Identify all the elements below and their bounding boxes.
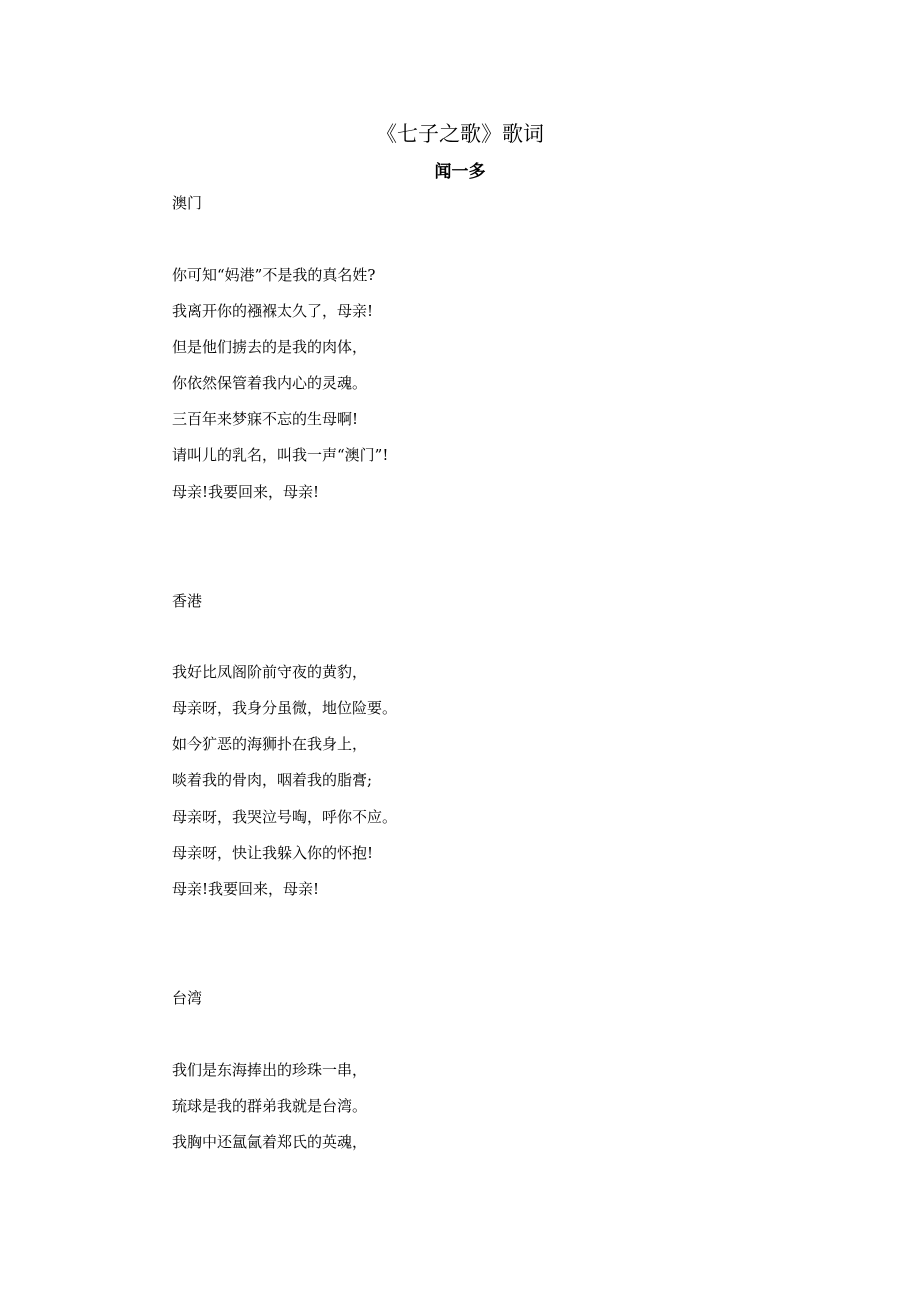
poem-line: 我离开你的襁褓太久了，母亲! [172, 302, 374, 320]
poem-line: 我胸中还氲氤着郑氏的英魂， [172, 1133, 368, 1151]
poem-line: 如今犷恶的海狮扑在我身上， [172, 735, 368, 753]
document-title: 《七子之歌》歌词 [376, 122, 544, 146]
poem-line: 琉球是我的群弟我就是台湾。 [172, 1097, 368, 1115]
poem-line: 三百年来梦寐不忘的生母啊! [172, 410, 359, 428]
poem-line: 我们是东海捧出的珍珠一串， [172, 1061, 368, 1079]
section-heading-hongkong: 香港 [172, 592, 203, 610]
author-name: 闻一多 [434, 162, 486, 182]
section-heading-taiwan: 台湾 [172, 989, 203, 1007]
poem-line: 母亲呀，我身分虽微，地位险要。 [172, 699, 398, 717]
poem-line: 母亲呀，我哭泣号啕，呼你不应。 [172, 808, 398, 826]
poem-line: 母亲呀，快让我躲入你的怀抱! [172, 844, 374, 862]
poem-line: 啖着我的骨肉，咽着我的脂膏; [172, 771, 373, 789]
poem-line: 我好比凤阁阶前守夜的黄豹， [172, 663, 368, 681]
poem-line: 但是他们掳去的是我的肉体， [172, 338, 368, 356]
poem-line: 母亲!我要回来，母亲! [172, 880, 320, 898]
poem-line: 你可知“妈港”不是我的真名姓? [172, 266, 376, 284]
poem-line: 你依然保管着我内心的灵魂。 [172, 374, 368, 392]
poem-line: 母亲!我要回来，母亲! [172, 483, 320, 501]
poem-line: 请叫儿的乳名，叫我一声“澳门”! [172, 446, 389, 464]
section-heading-macau: 澳门 [172, 194, 203, 212]
